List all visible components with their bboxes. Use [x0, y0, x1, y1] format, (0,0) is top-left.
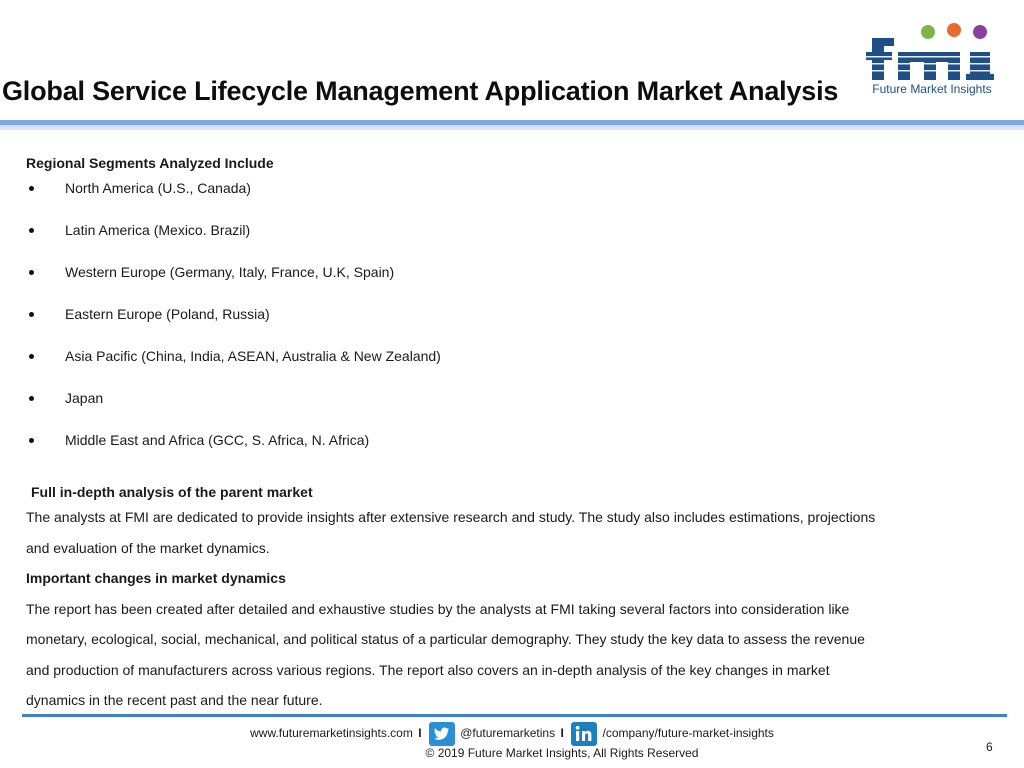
fmi-logo-mark — [862, 16, 1012, 86]
bullet-icon — [29, 228, 34, 233]
twitter-bird-icon[interactable] — [429, 722, 455, 746]
parent-paragraph-line: and evaluation of the market dynamics. — [26, 539, 270, 556]
parent-market-heading: Full in-depth analysis of the parent market — [31, 484, 313, 500]
region-label: Asia Pacific (China, India, ASEAN, Australia & New Zealand) — [65, 348, 441, 364]
main-content — [26, 154, 996, 716]
dynamics-paragraph-line: dynamics in the recent past and the near future. — [26, 692, 323, 708]
dynamics-paragraph-line: monetary, ecological, social, mechanical, and political status of a particular demography. They study the key data to assess the revenue — [26, 631, 865, 647]
region-label: Western Europe (Germany, Italy, France, U.K, Spain) — [65, 264, 395, 280]
list-item — [26, 388, 996, 430]
copyright-text: © 2019 Future Market Insights, All Rights Reserved — [425, 746, 699, 760]
footer-separator: I — [560, 726, 564, 741]
list-item — [26, 220, 996, 262]
website-link[interactable]: www.futuremarketinsights.com — [250, 726, 413, 741]
region-label: Latin America (Mexico. Brazil) — [65, 222, 251, 238]
linkedin-path[interactable]: /company/future-market-insights — [602, 726, 774, 741]
region-label: Middle East and Africa (GCC, S. Africa, N. Africa) — [65, 432, 370, 448]
list-item — [26, 262, 996, 304]
footer-divider — [22, 714, 1007, 717]
twitter-handle[interactable]: @futuremarketins — [460, 726, 556, 741]
list-item — [26, 346, 996, 388]
header-divider — [0, 120, 1024, 130]
dynamics-paragraph-line: The report has been created after detailed and exhaustive studies by the analysts at FMI taking several factors into consideration like — [26, 600, 850, 617]
fmi-logo — [862, 16, 1012, 102]
bullet-icon — [29, 312, 34, 317]
dynamics-paragraph-line: and production of manufacturers across various regions. The report also covers an in-depth analysis of the key changes in market — [26, 661, 830, 678]
market-dynamics-heading: Important changes in market dynamics — [26, 570, 286, 586]
list-item — [26, 430, 996, 472]
region-label: North America (U.S., Canada) — [65, 180, 251, 196]
bullet-icon — [29, 396, 34, 401]
region-label: Japan — [65, 390, 104, 406]
bullet-icon — [29, 354, 34, 359]
list-item — [26, 178, 996, 220]
bullet-icon — [29, 438, 34, 443]
linkedin-icon[interactable] — [571, 722, 597, 746]
bullet-icon — [29, 186, 34, 191]
footer-links — [0, 722, 1024, 746]
page-title: Global Service Lifecycle Management Application Market Analysis — [2, 76, 839, 106]
list-item — [26, 304, 996, 346]
regions-list — [26, 178, 996, 472]
footer-separator: I — [418, 726, 422, 741]
page-number: 6 — [986, 740, 993, 754]
regions-heading: Regional Segments Analyzed Include — [26, 155, 274, 171]
parent-paragraph-line: The analysts at FMI are dedicated to provide insights after extensive research and study. The study also includes estimations, projections — [26, 509, 876, 525]
logo-text: Future Market Insights — [872, 82, 992, 96]
region-label: Eastern Europe (Poland, Russia) — [65, 306, 270, 322]
bullet-icon — [29, 270, 34, 275]
